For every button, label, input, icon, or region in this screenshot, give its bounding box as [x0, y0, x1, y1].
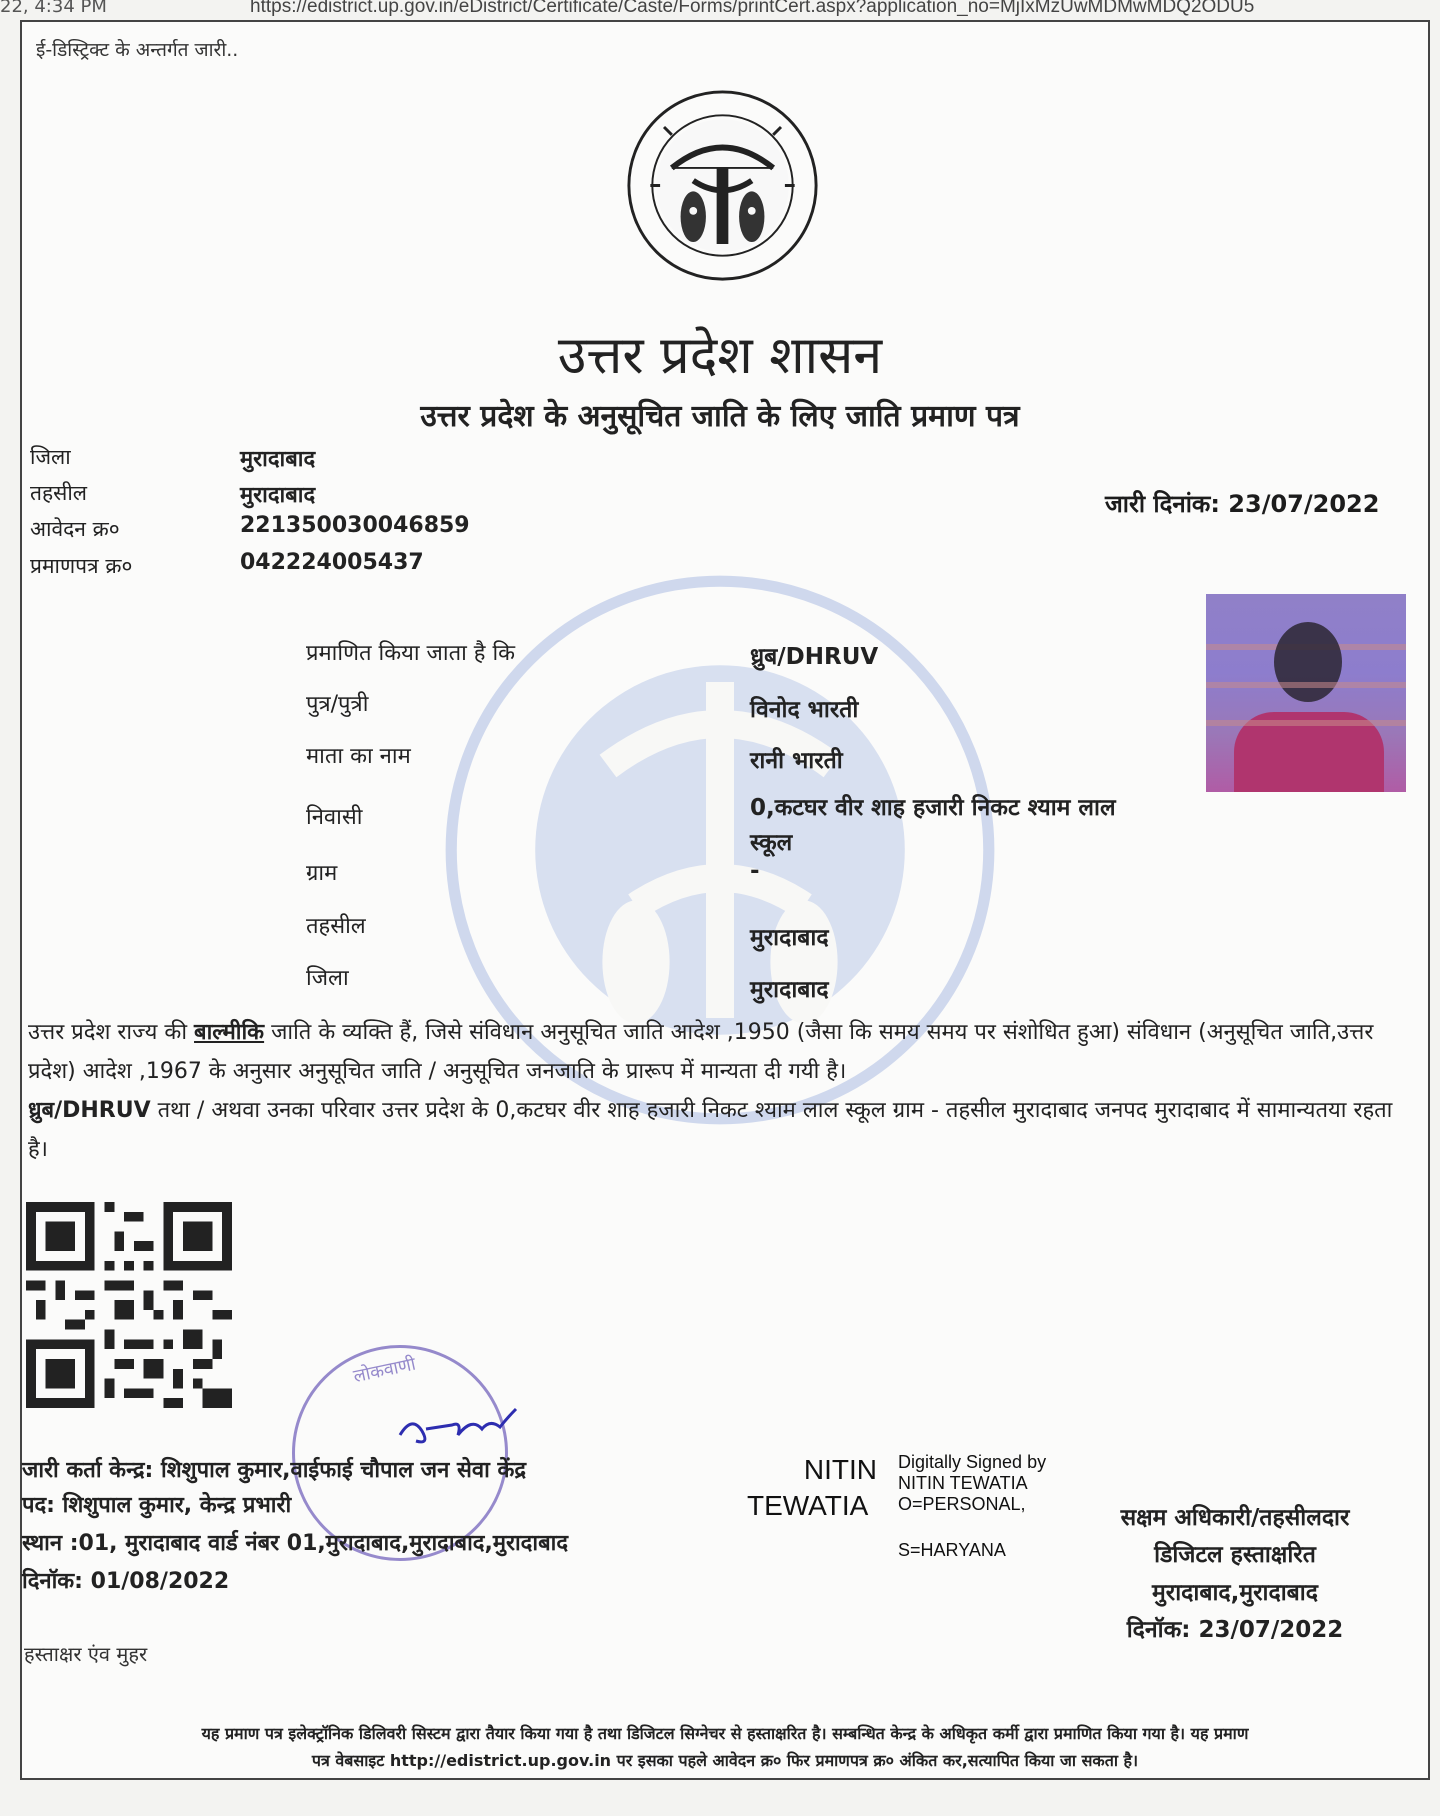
signer-name-line2: TEWATIA [747, 1490, 869, 1521]
sign-and-seal-label: हस्ताक्षर एंव मुहर [24, 1642, 148, 1666]
paragraph-name: ध्रुब/DHRUV [28, 1098, 151, 1123]
print-url: https://edistrict.up.gov.in/eDistrict/Certificate/Caste/Forms/printCert.aspx?application_no=MjIxMzUwMDMwMDQ2ODU5 [250, 0, 1255, 17]
ds-line2: NITIN TEWATIA [898, 1473, 1028, 1493]
authority-location: मुरादाबाद,मुरादाबाद [1152, 1580, 1318, 1606]
field-mother-value: रानी भारती [750, 748, 843, 774]
meta-district-value: मुरादाबाद [240, 447, 316, 472]
issuer-date: दिनॉक: 01/08/2022 [22, 1569, 230, 1594]
digital-signature-details [898, 1452, 1046, 1515]
photo-stripe [1206, 682, 1406, 688]
meta-certificate-label: प्रमाणपत्र क्र० [30, 554, 133, 578]
meta-district-label: जिला [30, 445, 71, 469]
certificate-paragraph [28, 1013, 1418, 1169]
field-son-value: विनोद भारती [750, 697, 859, 723]
handwritten-signature [392, 1395, 522, 1455]
authority-digital: डिजिटल हस्ताक्षरित [1154, 1542, 1316, 1568]
issuer-place: स्थान :01, मुरादाबाद वार्ड नंबर 01,मुरादाबाद,मुरादाबाद,मुरादाबाद [22, 1531, 569, 1556]
field-mother-label: माता का नाम [306, 744, 411, 769]
issuer-centre: जारी कर्ता केन्द्र: शिशुपाल कुमार,वाईफाई चौपाल जन सेवा केंद्र [22, 1458, 527, 1483]
field-resident-value-line2: स्कूल [750, 830, 793, 856]
field-tehsil-label: तहसील [306, 914, 366, 939]
meta-certificate-value: 042224005437 [240, 550, 424, 575]
header-note: ई-डिस्ट्रिक्ट के अन्तर्गत जारी.. [36, 39, 239, 61]
print-timestamp: 22, 4:34 PM [0, 0, 107, 17]
field-district-value: मुरादाबाद [750, 977, 829, 1003]
up-government-emblem-icon [625, 88, 820, 283]
authority-title: सक्षम अधिकारी/तहसीलदार [1120, 1505, 1350, 1531]
ds-line4: S=HARYANA [898, 1540, 1006, 1560]
field-resident-value-line1: 0,कटघर वीर शाह हजारी निकट श्याम लाल [750, 795, 1116, 821]
field-village-value: - [750, 858, 760, 884]
stamp-text: लोकवाणी [351, 1353, 418, 1388]
print-header [0, 0, 1440, 22]
meta-tehsil-value: मुरादाबाद [240, 483, 316, 508]
field-certified-value: ध्रुब/DHRUV [750, 644, 879, 670]
paragraph-text: तथा / अथवा उनका परिवार उत्तर प्रदेश के 0,कटघर वीर शाह हजारी निकट श्याम लाल स्कूल ग्राम - तहसील मुरादाबाद जनपद मुरादाबाद में सामान्यतया रहता है। [28, 1098, 1393, 1162]
paragraph-text: उत्तर प्रदेश राज्य की [28, 1020, 195, 1045]
issue-date: जारी दिनांक: 23/07/2022 [1105, 490, 1380, 518]
applicant-photo [1206, 594, 1406, 792]
paragraph-caste: बाल्मीकि [194, 1020, 265, 1045]
footer-note [30, 1720, 1420, 1774]
field-resident-label: निवासी [306, 805, 363, 830]
footer-line2: पत्र वेबसाइट http://edistrict.up.gov.in पर इसका पहले आवेदन क्र० फिर प्रमाणपत्र क्र० अंकित कर,सत्यापित किया जा सकता है। [311, 1751, 1139, 1770]
field-village-label: ग्राम [306, 861, 338, 886]
field-district-label: जिला [306, 966, 349, 991]
certificate-title: उत्तर प्रदेश शासन [557, 326, 883, 386]
photo-stripe [1206, 720, 1406, 726]
field-tehsil-value: मुरादाबाद [750, 925, 829, 951]
paragraph-text: जाति के व्यक्ति हैं, जिसे संविधान अनुसूचित जाति आदेश ,1950 (जैसा कि समय समय पर संशोधित हुआ) संविधान (अनुसूचित जाति,उत्तर प्रदेश) आदेश ,1967 के अनुसार अनुसूचित जाति / अनुसूचित जनजाति के प्रारूप में मान्यता दी गयी है। [28, 1020, 1374, 1084]
meta-application-label: आवेदन क्र० [30, 517, 120, 541]
meta-tehsil-label: तहसील [30, 481, 87, 505]
field-son-label: पुत्र/पुत्री [306, 692, 369, 717]
issuer-post: पद: शिशुपाल कुमार, केन्द्र प्रभारी [22, 1493, 292, 1518]
photo-head [1274, 622, 1342, 702]
meta-application-value: 221350030046859 [240, 513, 470, 538]
signer-name-line1: NITIN [803, 1454, 877, 1485]
digital-signer-name [747, 1452, 877, 1524]
certificate-subtitle: उत्तर प्रदेश के अनुसूचित जाति के लिए जाति प्रमाण पत्र [420, 399, 1020, 434]
authority-date: दिनॉक: 23/07/2022 [1126, 1617, 1344, 1643]
ds-line3: O=PERSONAL, [898, 1494, 1026, 1514]
ds-line1: Digitally Signed by [898, 1452, 1047, 1472]
field-certified-label: प्रमाणित किया जाता है कि [306, 641, 516, 666]
footer-line1: यह प्रमाण पत्र इलेक्ट्रॉनिक डिलिवरी सिस्टम द्वारा तैयार किया गया है तथा डिजिटल सिग्नेचर से हस्ताक्षरित है। सम्बन्धित केन्द्र के अधिकृत कर्मी द्वारा प्रमाणित किया गया है। यह प्रमाण [201, 1724, 1249, 1743]
qr-code-icon [26, 1200, 232, 1410]
